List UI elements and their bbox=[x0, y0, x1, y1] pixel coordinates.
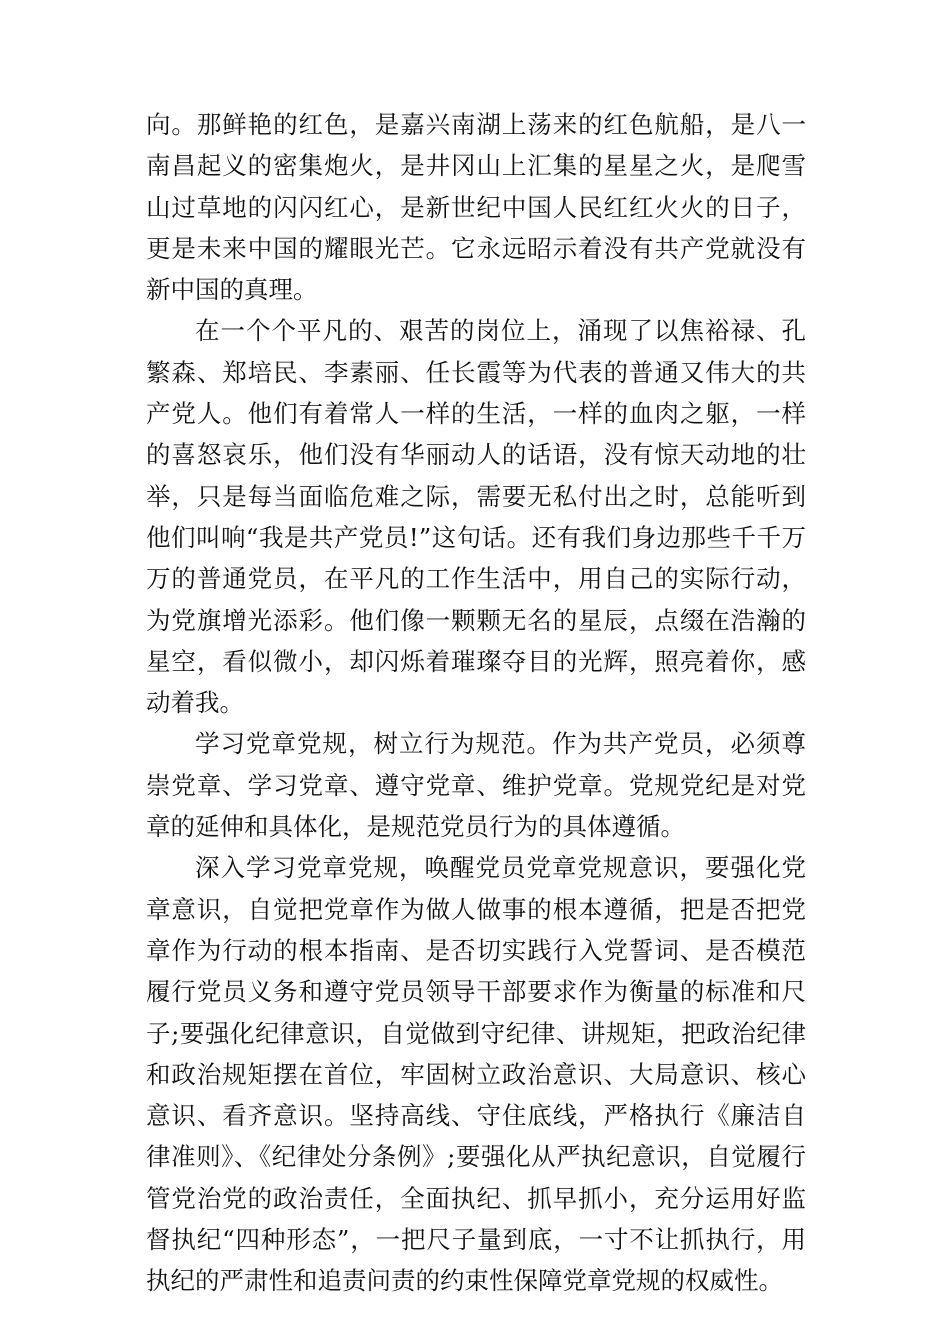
document-body bbox=[146, 104, 806, 1302]
paragraph-2: 在一个个平凡的、艰苦的岗位上，涌现了以焦裕禄、孔繁森、郑培民、李素丽、任长霞等为代表的普通又伟大的共产党人。他们有着常人一样的生活，一样的血肉之躯，一样的喜怒哀乐，他们没有华丽动人的话语，没有惊天动地的壮举，只是每当面临危难之际，需要无私付出之时，总能听到他们叫响“我是共产党员!”这句话。还有我们身边那些千千万万的普通党员，在平凡的工作生活中，用自己的实际行动，为党旗增光添彩。他们像一颗颗无名的星辰，点缀在浩瀚的星空，看似微小，却闪烁着璀璨夺目的光辉，照亮着你，感动着我。 bbox=[146, 316, 806, 718]
paragraph-1: 向。那鲜艳的红色，是嘉兴南湖上荡来的红色航船，是八一南昌起义的密集炮火，是井冈山上汇集的星星之火，是爬雪山过草地的闪闪红心，是新世纪中国人民红红火火的日子，更是未来中国的耀眼光芒。它永远昭示着没有共产党就没有新中国的真理。 bbox=[146, 110, 806, 305]
paragraph-3: 学习党章党规，树立行为规范。作为共产党员，必须尊崇党章、学习党章、遵守党章、维护党章。党规党纪是对党章的延伸和具体化，是规范党员行为的具体遵循。 bbox=[146, 729, 806, 842]
paragraph-4: 深入学习党章党规，唤醒党员党章党规意识，要强化党章意识，自觉把党章作为做人做事的根本遵循，把是否把党章作为行动的根本指南、是否切实践行入党誓词、是否模范履行党员义务和遵守党员领导干部要求作为衡量的标准和尺子;要强化纪律意识，自觉做到守纪律、讲规矩，把政治纪律和政治规矩摆在首位，牢固树立政治意识、大局意识、核心意识、看齐意识。坚持高线、守住底线，严格执行《廉洁自律准则》、《纪律处分条例》;要强化从严执纪意识，自觉履行管党治党的政治责任，全面执纪、抓早抓小，充分运用好监督执纪“四种形态”，一把尺子量到底，一寸不让抓执行，用执纪的严肃性和追责问责的约束性保障党章党规的权威性。 bbox=[146, 853, 806, 1296]
